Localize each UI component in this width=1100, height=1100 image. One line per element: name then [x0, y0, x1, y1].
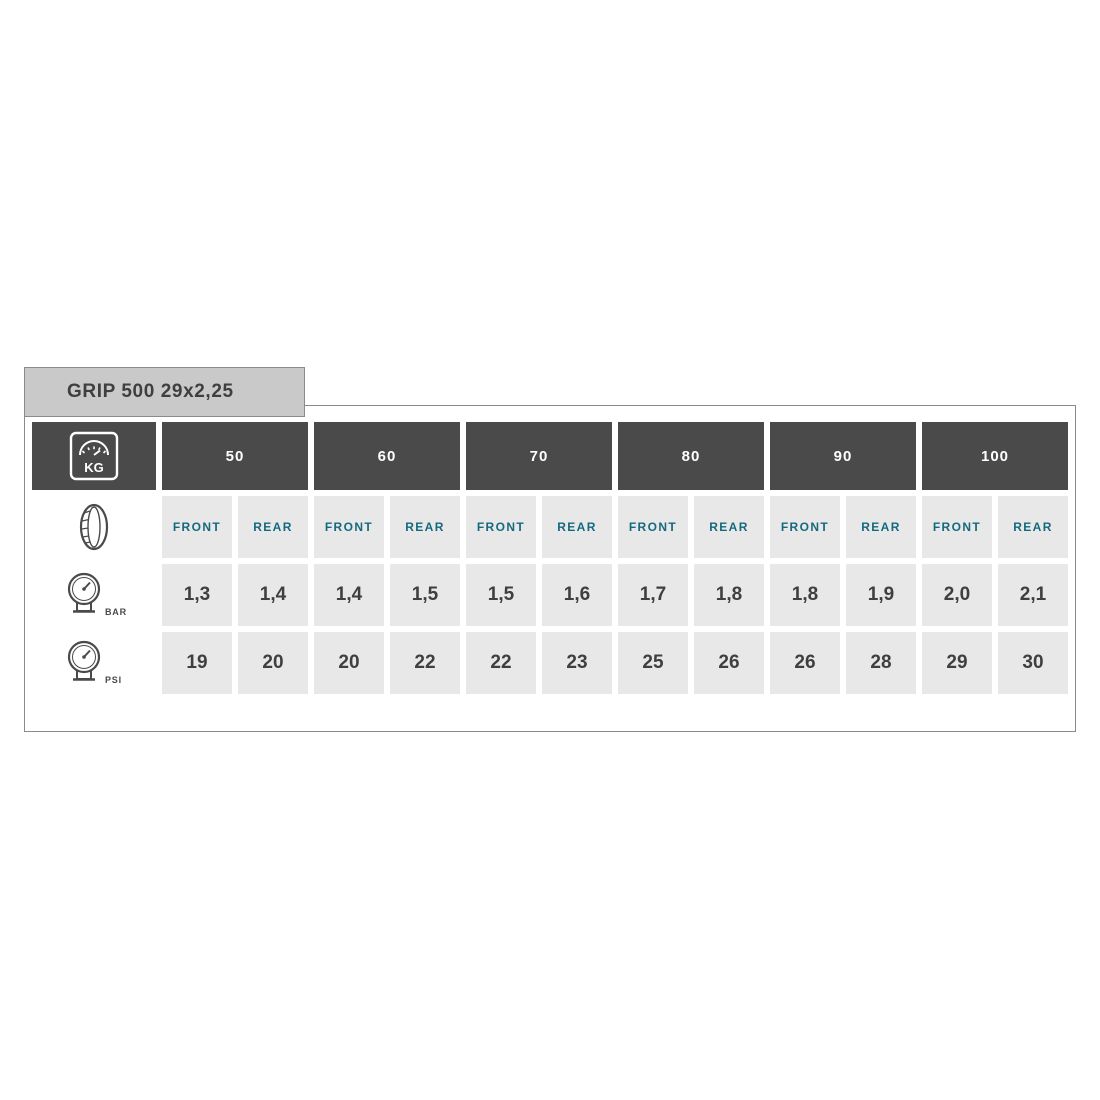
weight-col-70: 70	[466, 422, 612, 490]
bar-rear-70: 1,6	[542, 564, 612, 626]
table-row-psi	[32, 632, 1068, 694]
bar-rear-90: 1,9	[846, 564, 916, 626]
group-80	[618, 564, 764, 626]
weight-col-100: 100	[922, 422, 1068, 490]
weight-col-60: 60	[314, 422, 460, 490]
group-70	[466, 496, 612, 558]
position-front: FRONT	[922, 496, 992, 558]
bar-unit-label: BAR	[105, 607, 127, 617]
table-row-position	[32, 496, 1068, 558]
bar-value-groups	[156, 564, 1068, 626]
position-front: FRONT	[466, 496, 536, 558]
psi-front-90: 26	[770, 632, 840, 694]
pressure-gauge-bar-icon	[32, 564, 156, 626]
psi-front-80: 25	[618, 632, 688, 694]
position-rear: REAR	[238, 496, 308, 558]
psi-rear-60: 22	[390, 632, 460, 694]
weight-col-80: 80	[618, 422, 764, 490]
pressure-gauge-psi-icon	[32, 632, 156, 694]
bar-front-90: 1,8	[770, 564, 840, 626]
psi-front-50: 19	[162, 632, 232, 694]
group-90	[770, 632, 916, 694]
bar-front-50: 1,3	[162, 564, 232, 626]
group-50	[162, 632, 308, 694]
bar-rear-60: 1,5	[390, 564, 460, 626]
kg-scale-icon	[32, 422, 156, 490]
group-60	[314, 496, 460, 558]
bar-rear-80: 1,8	[694, 564, 764, 626]
position-groups	[156, 496, 1068, 558]
psi-rear-70: 23	[542, 632, 612, 694]
position-rear: REAR	[694, 496, 764, 558]
bar-rear-50: 1,4	[238, 564, 308, 626]
psi-unit-label: PSI	[105, 675, 122, 685]
psi-front-70: 22	[466, 632, 536, 694]
psi-rear-50: 20	[238, 632, 308, 694]
tire-icon	[32, 496, 156, 558]
group-100	[922, 496, 1068, 558]
position-rear: REAR	[846, 496, 916, 558]
svg-text:KG: KG	[84, 460, 104, 475]
page-title: GRIP 500 29x2,25	[67, 381, 234, 402]
position-front: FRONT	[618, 496, 688, 558]
psi-front-60: 20	[314, 632, 384, 694]
position-rear: REAR	[542, 496, 612, 558]
group-60	[314, 564, 460, 626]
group-80	[618, 496, 764, 558]
bar-front-70: 1,5	[466, 564, 536, 626]
group-50	[162, 564, 308, 626]
table-row-weights	[32, 422, 1068, 490]
group-100	[922, 632, 1068, 694]
group-90	[770, 564, 916, 626]
position-front: FRONT	[314, 496, 384, 558]
group-70	[466, 632, 612, 694]
weight-header-cells	[156, 422, 1068, 490]
bar-front-80: 1,7	[618, 564, 688, 626]
psi-value-groups	[156, 632, 1068, 694]
group-100	[922, 564, 1068, 626]
position-front: FRONT	[162, 496, 232, 558]
group-90	[770, 496, 916, 558]
tire-pressure-chart	[24, 367, 1076, 732]
weight-col-50: 50	[162, 422, 308, 490]
group-60	[314, 632, 460, 694]
table-row-bar	[32, 564, 1068, 626]
psi-rear-100: 30	[998, 632, 1068, 694]
bar-rear-100: 2,1	[998, 564, 1068, 626]
position-front: FRONT	[770, 496, 840, 558]
psi-rear-90: 28	[846, 632, 916, 694]
bar-front-100: 2,0	[922, 564, 992, 626]
group-50	[162, 496, 308, 558]
group-80	[618, 632, 764, 694]
group-70	[466, 564, 612, 626]
psi-rear-80: 26	[694, 632, 764, 694]
position-rear: REAR	[998, 496, 1068, 558]
psi-front-100: 29	[922, 632, 992, 694]
chart-title-tab	[24, 367, 305, 417]
position-rear: REAR	[390, 496, 460, 558]
bar-front-60: 1,4	[314, 564, 384, 626]
chart-grid	[32, 422, 1068, 694]
weight-col-90: 90	[770, 422, 916, 490]
